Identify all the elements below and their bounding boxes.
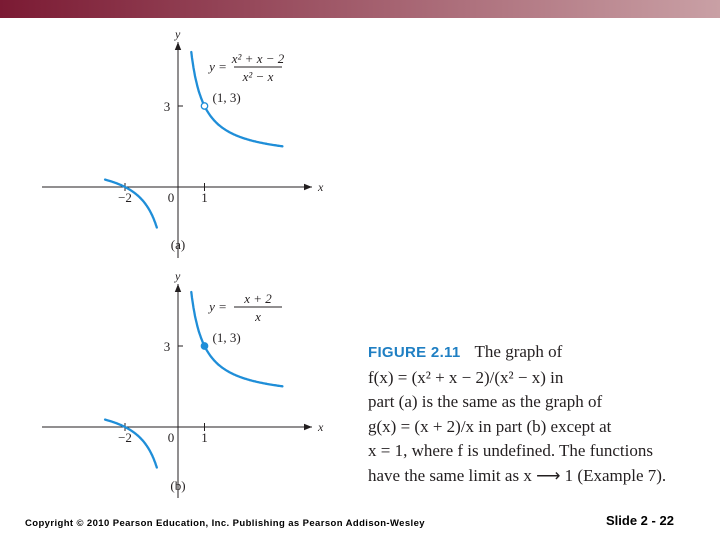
x-tick-label: 0 — [167, 430, 175, 445]
filled-point-marker — [201, 343, 207, 349]
point-label: (1, 3) — [212, 90, 241, 105]
graph-panel-b — [42, 269, 324, 498]
y-tick-label: 3 — [163, 99, 171, 114]
figure-caption — [368, 340, 698, 488]
x-tick-label: 1 — [201, 190, 208, 205]
formula-denominator: x — [255, 309, 261, 324]
formula-lhs: y = — [209, 59, 227, 74]
x-tick-label: −2 — [118, 190, 132, 205]
caption-line-1: FIGURE 2.11 The graph of — [368, 342, 563, 361]
x-axis-arrowhead — [304, 184, 312, 190]
y-axis-arrowhead — [175, 42, 181, 50]
panel-label: (a) — [170, 237, 186, 252]
x-axis-arrowhead — [304, 424, 312, 430]
caption-line-5: x = 1, where f is undefined. The functions — [368, 441, 653, 460]
formula-numerator: x + 2 — [244, 291, 272, 306]
formula-denominator: x² − x — [242, 69, 274, 84]
slide-number: Slide 2 - 22 — [606, 513, 674, 528]
x-tick-label: 1 — [201, 430, 208, 445]
caption-line-6: have the same limit as x ⟶ 1 (Example 7). — [368, 465, 667, 485]
x-axis-label: x — [318, 180, 324, 194]
caption-line-2: f(x) = (x² + x − 2)/(x² − x) in — [368, 367, 564, 387]
formula-numerator: x² + x − 2 — [231, 51, 285, 66]
copyright-notice: Copyright © 2010 Pearson Education, Inc. Publishing as Pearson Addison-Wesley — [25, 518, 425, 529]
x-axis-label: x — [318, 420, 324, 434]
caption-line-3: part (a) is the same as the graph of — [368, 392, 603, 411]
open-point-marker — [201, 103, 207, 109]
formula-lhs: y = — [209, 299, 227, 314]
x-tick-label: 0 — [167, 190, 175, 205]
point-label: (1, 3) — [212, 330, 241, 345]
y-axis-label: y — [175, 269, 181, 283]
y-tick-label: 3 — [163, 339, 171, 354]
caption-line-4: g(x) = (x + 2)/x in part (b) except at — [368, 416, 612, 436]
y-axis-arrowhead — [175, 284, 181, 292]
panel-label: (b) — [170, 478, 186, 493]
y-axis-label: y — [175, 27, 181, 41]
x-tick-label: −2 — [118, 430, 132, 445]
graph-panel-a — [42, 27, 324, 258]
caption-label: FIGURE 2.11 — [368, 344, 461, 361]
